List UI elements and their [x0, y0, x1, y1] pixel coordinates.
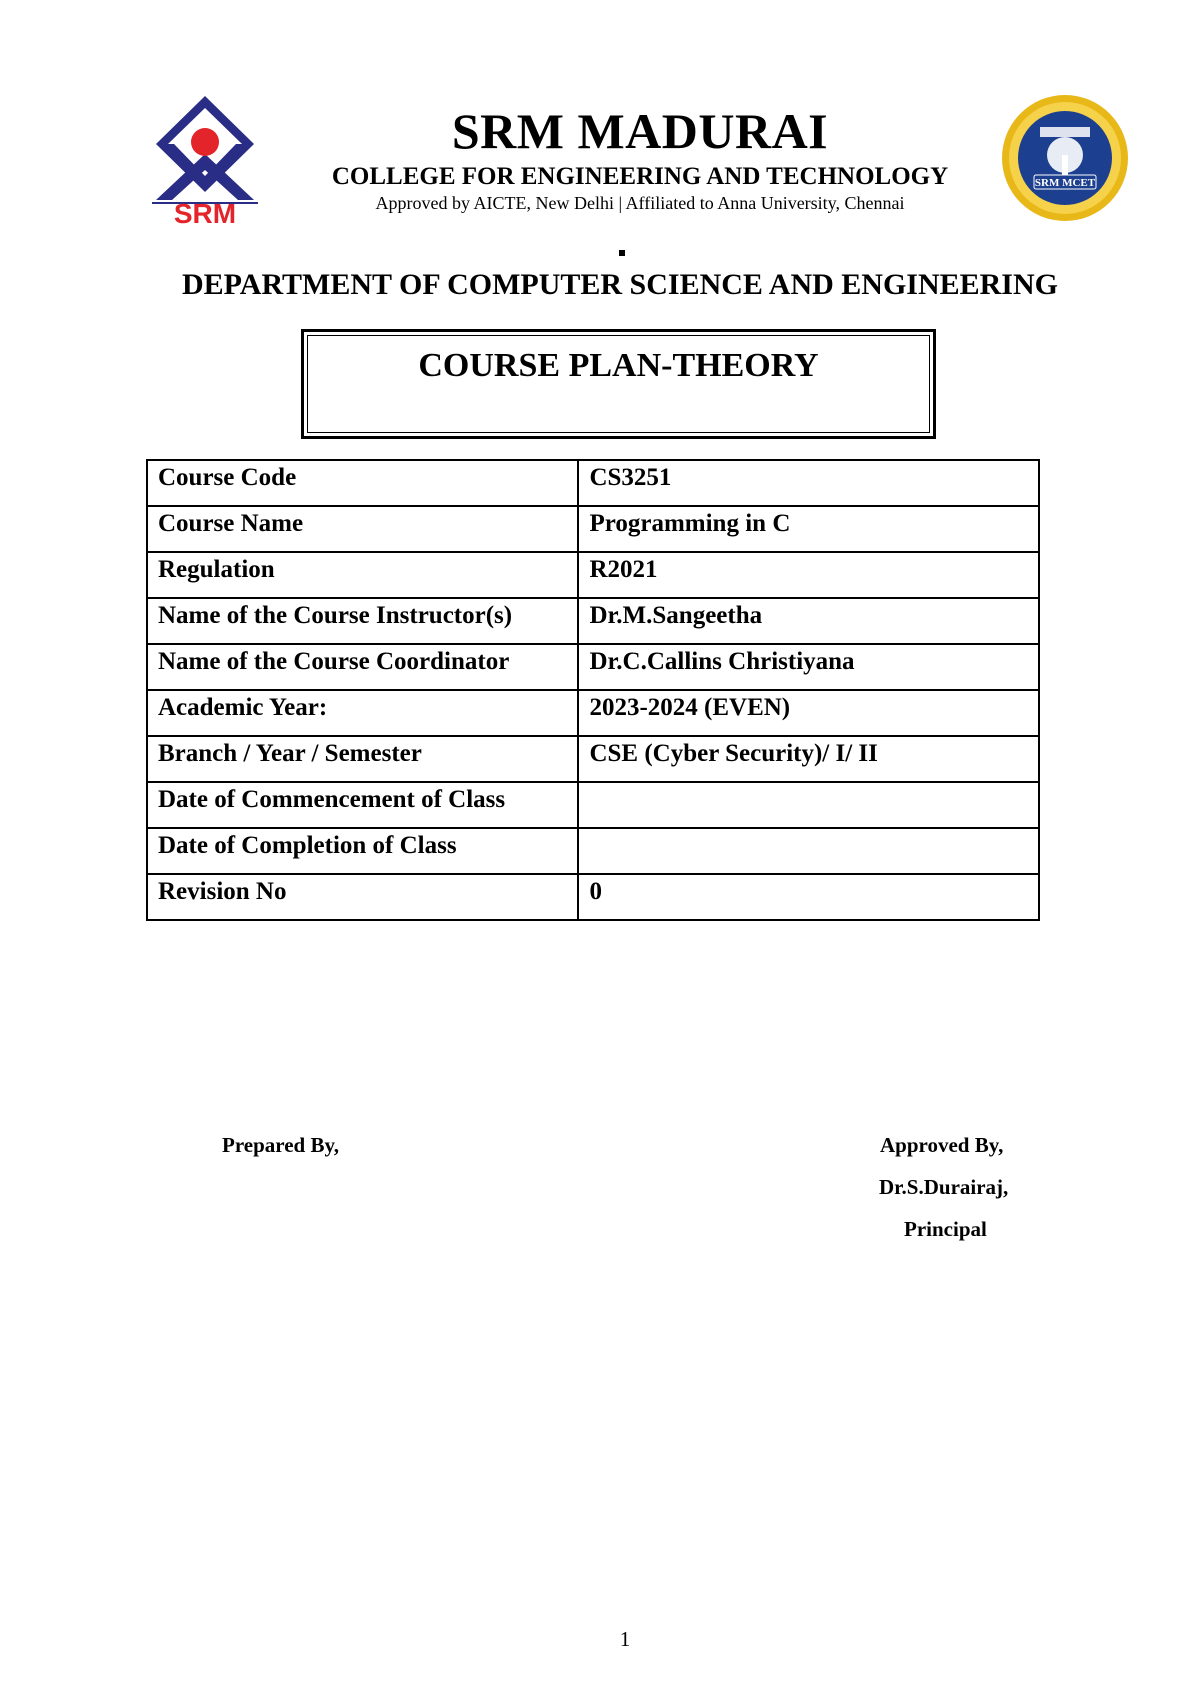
row-label: Course Name [147, 506, 578, 552]
table-row [147, 736, 1039, 782]
row-value: Dr.C.Callins Christiyana [578, 644, 1039, 690]
row-label: Regulation [147, 552, 578, 598]
document-title: COURSE PLAN-THEORY [418, 347, 819, 384]
table-row [147, 874, 1039, 920]
row-label: Name of the Course Instructor(s) [147, 598, 578, 644]
row-value: CS3251 [578, 460, 1039, 506]
seal-text: SRM MCET [1034, 177, 1096, 189]
row-value: CSE (Cyber Security)/ I/ II [578, 736, 1039, 782]
approval-line: Approved by AICTE, New Delhi | Affiliated to Anna University, Chennai [375, 193, 905, 213]
college-seal [1000, 93, 1130, 223]
row-value: Programming in C [578, 506, 1039, 552]
college-subtitle: COLLEGE FOR ENGINEERING AND TECHNOLOGY [331, 163, 949, 190]
row-label: Date of Completion of Class [147, 828, 578, 874]
table-row [147, 552, 1039, 598]
row-value: 2023-2024 (EVEN) [578, 690, 1039, 736]
row-label: Academic Year: [147, 690, 578, 736]
row-label: Date of Commencement of Class [147, 782, 578, 828]
table-row [147, 506, 1039, 552]
course-info-table [146, 459, 1040, 921]
dot-mark [619, 250, 625, 256]
college-name: SRM MADURAI [451, 103, 829, 159]
table-row [147, 460, 1039, 506]
row-value: Dr.M.Sangeetha [578, 598, 1039, 644]
table-row [147, 598, 1039, 644]
logo-text: SRM [173, 198, 237, 224]
table-row [147, 828, 1039, 874]
table-row [147, 782, 1039, 828]
row-label: Name of the Course Coordinator [147, 644, 578, 690]
srm-logo [150, 92, 260, 224]
row-label: Branch / Year / Semester [147, 736, 578, 782]
row-label: Revision No [147, 874, 578, 920]
row-label: Course Code [147, 460, 578, 506]
approver-name: Dr.S.Durairaj, [879, 1175, 1009, 1199]
row-value: 0 [578, 874, 1039, 920]
page-number: 1 [619, 1627, 631, 1651]
row-value [578, 782, 1039, 828]
department-heading: DEPARTMENT OF COMPUTER SCIENCE AND ENGINEERING [182, 268, 1058, 301]
approver-title: Principal [904, 1217, 987, 1241]
title-box [301, 329, 936, 439]
prepared-by-label: Prepared By, [222, 1133, 340, 1157]
approved-by-label: Approved By, [880, 1133, 1004, 1157]
table-row [147, 690, 1039, 736]
row-value: R2021 [578, 552, 1039, 598]
row-value [578, 828, 1039, 874]
table-row [147, 644, 1039, 690]
